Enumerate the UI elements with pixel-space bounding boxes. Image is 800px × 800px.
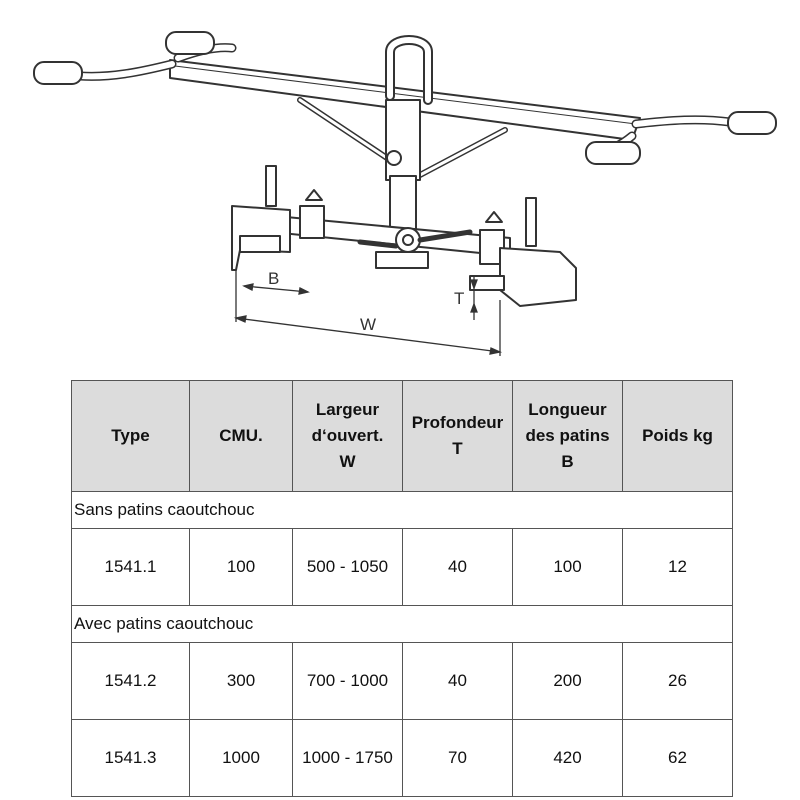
- table-row: [72, 529, 733, 606]
- cell-type: 1541.1: [72, 529, 190, 606]
- center-pad: [376, 252, 428, 268]
- cell-opening-width: 1000 - 1750: [293, 720, 403, 797]
- right-jaw: [500, 248, 576, 306]
- cell-cmu: 300: [190, 643, 293, 720]
- header-type: Type: [72, 381, 190, 492]
- cell-type: 1541.2: [72, 643, 190, 720]
- specification-table: [71, 380, 733, 797]
- cell-opening-width: 500 - 1050: [293, 529, 403, 606]
- right-grip-back: [728, 112, 776, 134]
- central-column: [386, 100, 420, 180]
- cell-depth: 40: [403, 643, 513, 720]
- group-row: [72, 492, 733, 529]
- right-grip-front: [586, 142, 640, 164]
- table-row: [72, 720, 733, 797]
- table-header-row: [72, 381, 733, 492]
- table-row: [72, 643, 733, 720]
- cell-type: 1541.3: [72, 720, 190, 797]
- cell-weight: 26: [623, 643, 733, 720]
- pad-length-label: B: [268, 269, 280, 288]
- lifting-clamp-illustration: [0, 0, 800, 370]
- group-title: Sans patins caoutchouc: [72, 492, 733, 529]
- cell-weight: 62: [623, 720, 733, 797]
- cell-pad-length: 420: [513, 720, 623, 797]
- cell-pad-length: 200: [513, 643, 623, 720]
- left-grip-front: [34, 62, 82, 84]
- cell-cmu: 1000: [190, 720, 293, 797]
- left-grip-back: [166, 32, 214, 54]
- cell-opening-width: 700 - 1000: [293, 643, 403, 720]
- header-weight: Poids kg: [623, 381, 733, 492]
- group-row: [72, 606, 733, 643]
- header-cmu: CMU.: [190, 381, 293, 492]
- cell-depth: 70: [403, 720, 513, 797]
- group-title: Avec patins caoutchouc: [72, 606, 733, 643]
- header-opening-width: Largeur d‘ouvert. W: [293, 381, 403, 492]
- cell-depth: 40: [403, 529, 513, 606]
- header-depth: Profondeur T: [403, 381, 513, 492]
- header-pad-length: Longueur des patins B: [513, 381, 623, 492]
- depth-label: T: [454, 289, 465, 308]
- width-label: W: [360, 315, 377, 334]
- cell-weight: 12: [623, 529, 733, 606]
- cell-pad-length: 100: [513, 529, 623, 606]
- clamp-technical-drawing: [0, 0, 800, 370]
- cell-cmu: 100: [190, 529, 293, 606]
